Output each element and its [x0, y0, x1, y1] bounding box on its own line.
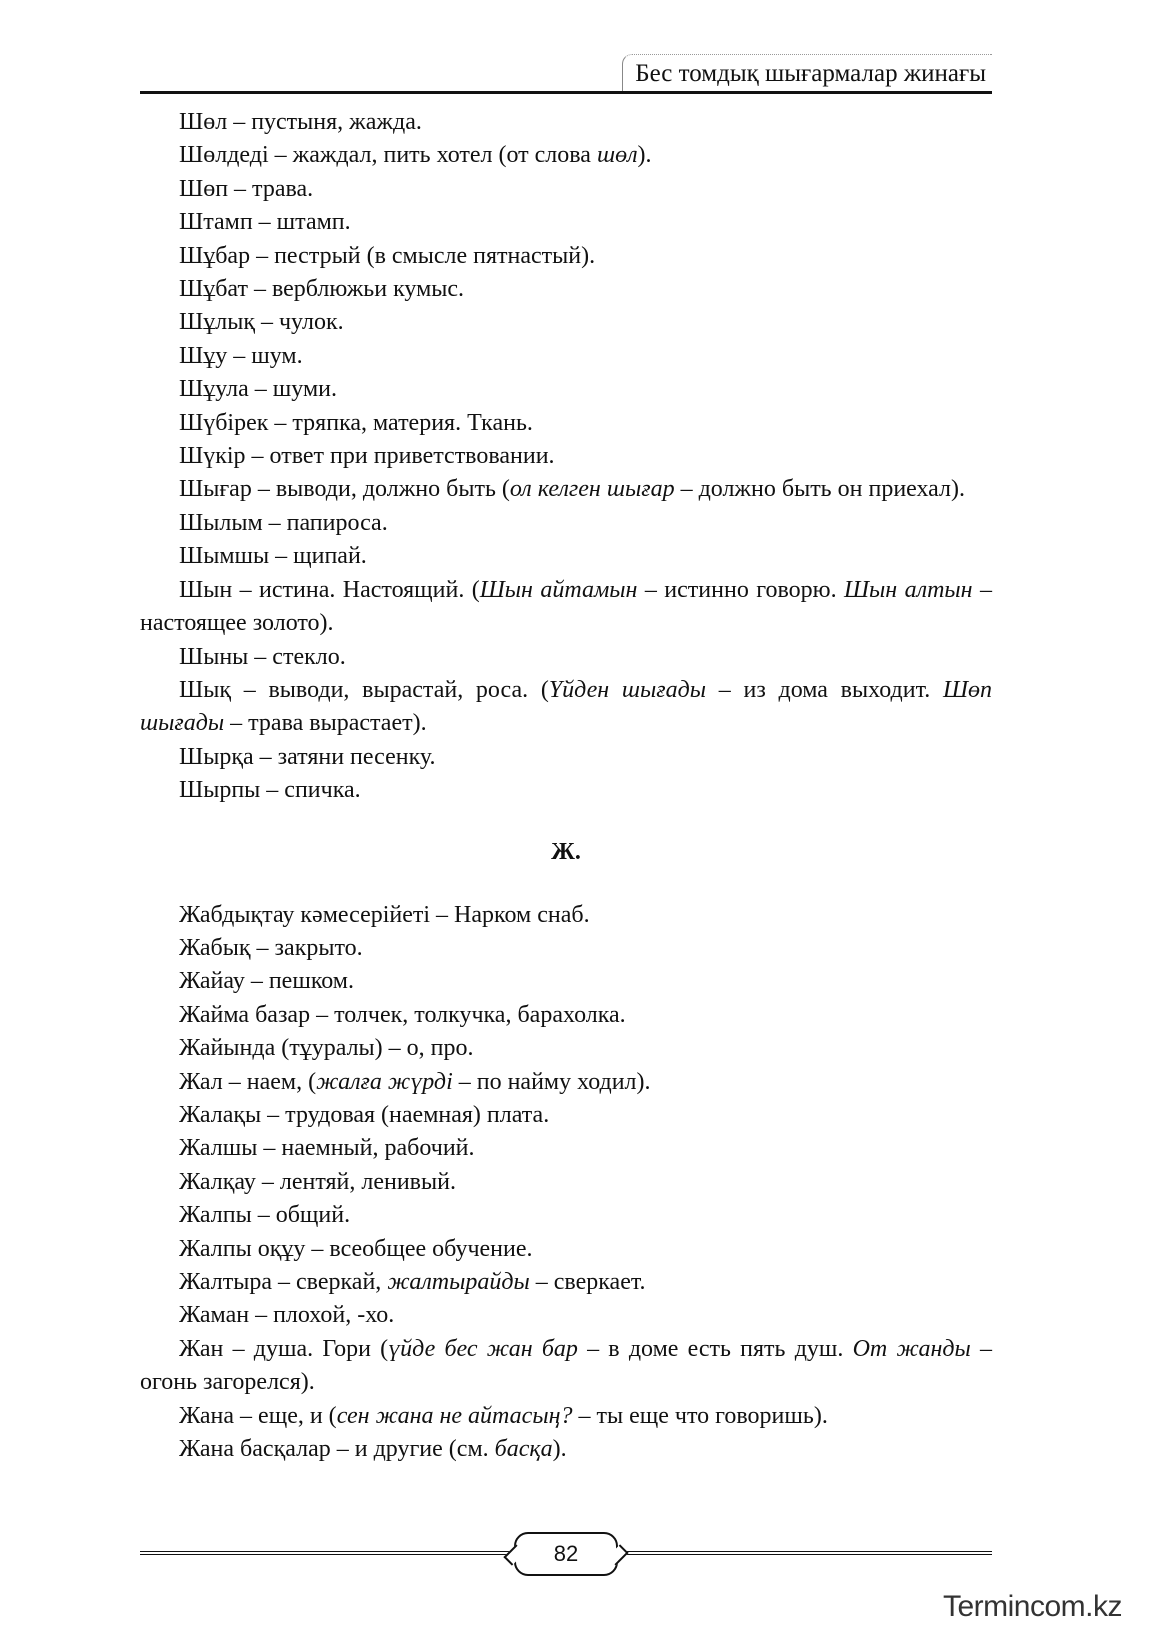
- entry-text: Штамп – штамп.: [179, 209, 351, 236]
- glossary-entry: [140, 1299, 992, 1332]
- page-number-frame: [514, 1532, 618, 1576]
- watermark-text: Termincom.kz: [942, 1590, 1122, 1623]
- entry-text: – должно быть он приехал).: [674, 476, 966, 503]
- glossary-entry: [140, 774, 992, 807]
- running-header: [140, 54, 992, 94]
- entry-text: Жалшы – наемный, рабочий.: [179, 1135, 475, 1162]
- entry-text: – истинно говорю.: [637, 576, 845, 603]
- glossary-entry: [140, 965, 992, 998]
- glossary-entry: [140, 340, 992, 373]
- entry-text: – из дома выходит.: [706, 676, 943, 703]
- entry-text: ).: [552, 1436, 567, 1463]
- footer-rule-right: [614, 1551, 992, 1555]
- entry-text: Жаман – плохой, -хо.: [179, 1302, 395, 1329]
- glossary-entry: [140, 674, 992, 741]
- glossary-entry: [140, 407, 992, 440]
- example-italic: шөл: [596, 142, 638, 169]
- glossary-entry: [140, 273, 992, 306]
- entry-text: – в доме есть пять душ.: [577, 1335, 853, 1362]
- entry-text: Жал – наем, (: [179, 1068, 317, 1095]
- glossary-entry: [140, 1032, 992, 1065]
- glossary-entry: [140, 206, 992, 239]
- glossary-entry: [140, 507, 992, 540]
- entry-text: ).: [637, 142, 652, 169]
- example-italic: үйде бес жан бар: [388, 1335, 578, 1362]
- entry-text: Жалтыра – сверкай,: [179, 1269, 388, 1295]
- glossary-content: [140, 106, 992, 1466]
- example-italic: От жанды: [852, 1335, 971, 1362]
- glossary-entry: [140, 574, 992, 641]
- glossary-entry: [140, 999, 992, 1032]
- entry-text: Шұула – шуми.: [179, 376, 337, 403]
- entry-text: Шүкір – ответ при приветствовании.: [179, 443, 555, 470]
- entry-text: Шұу – шум.: [179, 342, 303, 369]
- entry-text: Жайма базар – толчек, толкучка, барахолка.: [179, 1001, 626, 1028]
- entry-text: Жалқау – лентяй, ленивый.: [179, 1168, 456, 1195]
- entry-text: – по найму ходил).: [452, 1068, 651, 1095]
- book-title: Бес томдық шығармалар жинағы: [635, 59, 986, 87]
- entry-text: – огонь загорелся).: [140, 1335, 992, 1396]
- glossary-entry: [140, 741, 992, 774]
- entry-text: Жана – еще, и (: [179, 1402, 337, 1429]
- glossary-entry: [140, 1132, 992, 1165]
- glossary-entry: [140, 139, 992, 172]
- entry-text: Шұлық – чулок.: [179, 309, 344, 336]
- entry-text: Шымшы – щипай.: [179, 543, 367, 570]
- entry-text: – сверкает.: [529, 1269, 646, 1295]
- entry-text: Шүбірек – тряпка, материя. Ткань.: [179, 409, 533, 436]
- entry-text: Жабық – закрыто.: [179, 934, 363, 961]
- glossary-entry: [140, 240, 992, 273]
- glossary-entry: [140, 932, 992, 965]
- entry-text: Жабдықтау кәмесерійеті – Нарком снаб.: [179, 901, 590, 928]
- glossary-entry: [140, 106, 992, 139]
- entry-text: Жайында (тұуралы) – о, про.: [179, 1035, 474, 1062]
- entry-text: Шөлдеді – жаждал, пить хотел (от слова: [179, 142, 597, 169]
- example-italic: басқа: [494, 1436, 553, 1463]
- example-italic: ол келген шығар: [509, 476, 675, 503]
- entry-text: Шын – истина. Настоящий. (: [179, 576, 480, 603]
- entry-text: Шұбат – верблюжьи кумыс.: [179, 276, 465, 303]
- glossary-entry: [140, 1266, 992, 1299]
- glossary-entry: [140, 1400, 992, 1433]
- glossary-entry: [140, 306, 992, 339]
- example-italic: Шын айтамын: [479, 576, 638, 603]
- glossary-list-sh: [140, 106, 992, 808]
- header-rule: [140, 91, 992, 94]
- example-italic: Үйден шығады: [548, 676, 707, 703]
- entry-text: Жалақы – трудовая (наемная) плата.: [179, 1101, 550, 1128]
- entry-text: Шығар – выводи, должно быть (: [179, 476, 510, 503]
- example-italic: Шөп шығады: [140, 676, 993, 737]
- entry-text: Жайау – пешком.: [179, 968, 354, 995]
- entry-text: Шылым – папироса.: [179, 509, 388, 536]
- entry-text: Жалпы оқұу – всеобщее обучение.: [179, 1235, 533, 1262]
- entry-text: Шыны – стекло.: [179, 643, 346, 670]
- glossary-entry: [140, 1066, 992, 1099]
- entry-text: Шырпы – спичка.: [179, 777, 361, 804]
- site-watermark: [943, 1588, 1122, 1626]
- section-heading: Ж.: [551, 838, 581, 865]
- example-italic: жалтырайды: [387, 1269, 530, 1295]
- entry-text: – ты еще что говоришь).: [572, 1402, 828, 1429]
- glossary-list-zh: [140, 899, 992, 1467]
- footer-rule-left: [140, 1551, 518, 1555]
- page-footer: [140, 1532, 992, 1580]
- entry-text: Шырқа – затяни песенку.: [179, 743, 436, 770]
- glossary-entry: [140, 440, 992, 473]
- header-tab: [622, 54, 992, 92]
- glossary-entry: [140, 173, 992, 206]
- glossary-entry: [140, 540, 992, 573]
- glossary-entry: [140, 1166, 992, 1199]
- example-italic: сен жана не айтасың?: [336, 1402, 573, 1429]
- entry-text: Жана басқалар – и другие (см.: [179, 1436, 495, 1463]
- glossary-entry: [140, 373, 992, 406]
- entry-text: Жалпы – общий.: [179, 1202, 351, 1229]
- entry-text: Шық – выводи, вырастай, роса. (: [179, 676, 549, 703]
- example-italic: жалға жүрді: [316, 1068, 453, 1095]
- entry-text: Шұбар – пестрый (в смысле пятнастый).: [179, 242, 596, 269]
- entry-text: Шөл – пустыня, жажда.: [179, 109, 422, 135]
- glossary-entry: [140, 899, 992, 932]
- glossary-entry: [140, 1099, 992, 1132]
- glossary-entry: [140, 1333, 992, 1400]
- glossary-entry: [140, 641, 992, 674]
- entry-text: – настоящее золото).: [140, 576, 993, 637]
- glossary-entry: [140, 1433, 992, 1466]
- example-italic: Шын алтын: [844, 576, 973, 603]
- entry-text: Жан – душа. Гори (: [179, 1335, 389, 1362]
- glossary-entry: [140, 1199, 992, 1232]
- entry-text: Шөп – трава.: [179, 175, 314, 202]
- glossary-entry: [140, 1233, 992, 1266]
- page-number: 82: [553, 1541, 579, 1566]
- glossary-entry: [140, 473, 992, 506]
- entry-text: – трава вырастает).: [224, 710, 427, 737]
